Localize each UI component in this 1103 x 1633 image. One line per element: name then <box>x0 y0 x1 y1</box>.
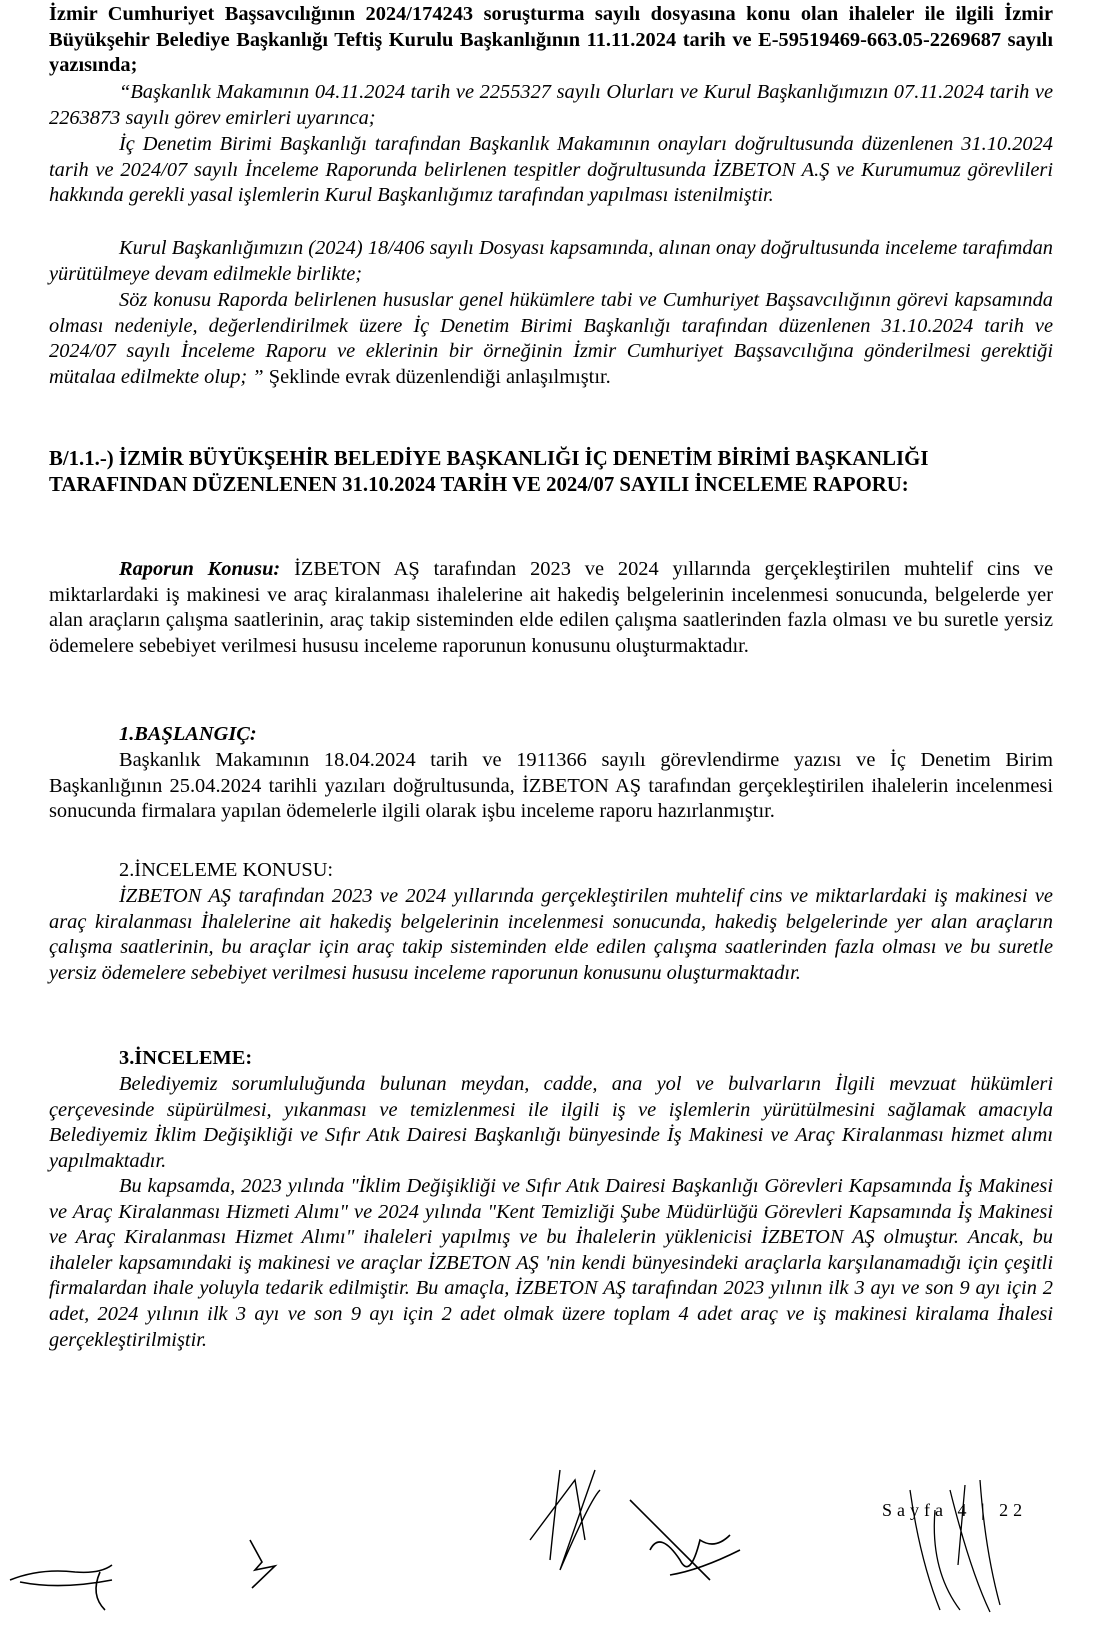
section-1-title: 1.BAŞLANGIÇ: <box>119 723 257 745</box>
section-3-paragraph-1: Belediyemiz sorumluluğunda bulunan meydan, cadde, ana yol ve bulvarların İlgili mevzuat hükümleri çerçevesinde süpürülmesi, yıkanması ve temizlenmesi ile ilgili iş ve işlemlerin yürütülmesini sağlamak amacıyla Belediyemiz İklim Değişikliği ve Sıfır Atık Dairesi Başkanlığı bünyesinde İş Makinesi ve Araç Kiralanması hizmet alımı yapılmaktadır. <box>49 1073 1053 1172</box>
section-3-paragraph-2: Bu kapsamda, 2023 yılında "İklim Değişikliği ve Sıfır Atık Dairesi Başkanlığı Görevleri Kapsamında İş Makinesi ve Araç Kiralanması Hizmeti Alımı" ve 2024 yılında "Kent Temizliği Şube Müdürlüğü Görevleri Kapsamında İş Makinesi ve Araç Kiralanması Hizmet Alımı" ihaleleri yapılmış ve bu İhalelerin yüklenicisi İZBETON AŞ olmuştur. Ancak, bu ihaleler kapsamındaki iş makinesi ve araçlar İZBETON AŞ 'nin kendi bünyesindeki araçlarla karşılanamadığı için çeşitli firmalardan ihale yoluyla tedarik edilmiştir. Bu amaçla, İZBETON AŞ tarafından 2023 yılının ilk 3 ayı ve son 9 ayı için 2 adet, 2024 yılının ilk 3 ayı ve son 9 ayı için 2 adet olmak üzere toplam 4 adet araç ve iş makinesi kiralama İhalesi gerçekleştirilmiştir. <box>49 1175 1053 1351</box>
quote-tail-text: Şeklinde evrak düzenlendiği anlaşılmıştır. <box>263 365 611 388</box>
intro-bold-text: İzmir Cumhuriyet Başsavcılığının 2024/174243 soruşturma sayılı dosyasına konu olan ihaleler ile ilgili İzmir Büyükşehir Belediye Başkanlığı Teftiş Kurulu Başkanlığının 11.11.2024 tarih ve E-59519469-663.05-2269687 sayılı yazısında; <box>49 3 1053 77</box>
report-subject-label: Raporun Konusu: <box>119 558 281 580</box>
intro-paragraph <box>49 2 1053 79</box>
quote-paragraph-2: İç Denetim Birimi Başkanlığı tarafından Başkanlık Makamının onayları doğrultusunda düzenlenen 31.10.2024 tarih ve 2024/07 sayılı İnceleme Raporunda belirlenen tespitler doğrultusunda İZBETON A.Ş ve Kurumumuz görevlileri hakkında gerekli yasal işlemlerin Kurul Başkanlığımız tarafından yapılması istenilmiştir. <box>49 133 1053 207</box>
signature-center-icon <box>500 1430 760 1620</box>
section-heading: B/1.1.-) İZMİR BÜYÜKŞEHİR BELEDİYE BAŞKANLIĞI İÇ DENETİM BİRİMİ BAŞKANLIĞI TARAFINDAN DÜZENLENEN 31.10.2024 TARİH VE 2024/07 SAYILI İNCELEME RAPORU: <box>49 447 929 496</box>
section-1-text: Başkanlık Makamının 18.04.2024 tarih ve 1911366 sayılı görevlendirme yazısı ve İç Denetim Birim Başkanlığının 25.04.2024 tarihli yazıları doğrultusunda, İZBETON AŞ tarafından gerçekleştirilen ihalelerin incelenmesi sonucunda firmalara yapılan ödemelerle ilgili olarak işbu inceleme raporu hazırlanmıştır. <box>49 749 1053 823</box>
report-subject-text: İZBETON AŞ tarafından 2023 ve 2024 yıllarında gerçekleştirilen muhtelif cins ve miktarlardaki iş makinesi ve araç kiralanması ihalelerine ait hakediş belgelerinin incelenmesi sonucunda, belgelerde yer alan araçların çalışma saatlerinin, araç takip sisteminden elde edilen çalışma saatlerinden fazla olması ve bu suretle yersiz ödemelere sebebiyet verilmesi hususu inceleme raporunun konusunu oluşturmaktadır. <box>49 558 1053 657</box>
page-number: 4 <box>957 1500 972 1520</box>
quote-paragraph-3: Kurul Başkanlığımızın (2024) 18/406 sayılı Dosyası kapsamında, alınan onay doğrultusunda inceleme tarafımdan yürütülmeye devam edilmekle birlikte; <box>49 237 1053 285</box>
section-2-title: 2.İNCELEME KONUSU: <box>119 859 334 881</box>
section-3-title: 3.İNCELEME: <box>119 1047 253 1069</box>
page-label: Sayfa <box>882 1500 948 1520</box>
quote-paragraph-4 <box>49 288 1053 390</box>
section-2-text: İZBETON AŞ tarafından 2023 ve 2024 yıllarında gerçekleştirilen muhtelif cins ve miktarlardaki iş makinesi ve araç kiralanması İhalelerine ait hakediş belgelerinin incelenmesi sonucunda, hakediş belgelerinde yer alan araçların çalışma saatlerinin, bu araçlar için araç takip sisteminden elde edilen çalışma saatlerinden fazla olması ve bu suretle yersiz ödemelere sebebiyet verilmesi hususu inceleme raporunun konusunu oluşturmaktadır. <box>49 885 1053 984</box>
page-footer <box>882 1500 1027 1521</box>
report-subject-paragraph <box>49 557 1053 659</box>
quote-paragraph-4-text: Söz konusu Raporda belirlenen hususlar genel hükümlere tabi ve Cumhuriyet Başsavcılığının görevi kapsamında olması nedeniyle, değerlendirilmek üzere İç Denetim Birimi Başkanlığı tarafından düzenlenen 31.10.2024 tarih ve 2024/07 sayılı İnceleme Raporu ve eklerinin bir örneğinin İzmir Cumhuriyet Başsavcılığına gönderilmesi gerektiği mütalaa edilmekte olup; ” <box>49 289 1053 388</box>
page-separator: | <box>980 1500 990 1520</box>
signature-left-icon <box>0 1510 300 1630</box>
page-total: 22 <box>999 1500 1028 1520</box>
quote-paragraph-1: “Başkanlık Makamının 04.11.2024 tarih ve 2255327 sayılı Olurları ve Kurul Başkanlığımızın 07.11.2024 tarih ve 2263873 sayılı görev emirleri uyarınca; <box>49 81 1053 129</box>
